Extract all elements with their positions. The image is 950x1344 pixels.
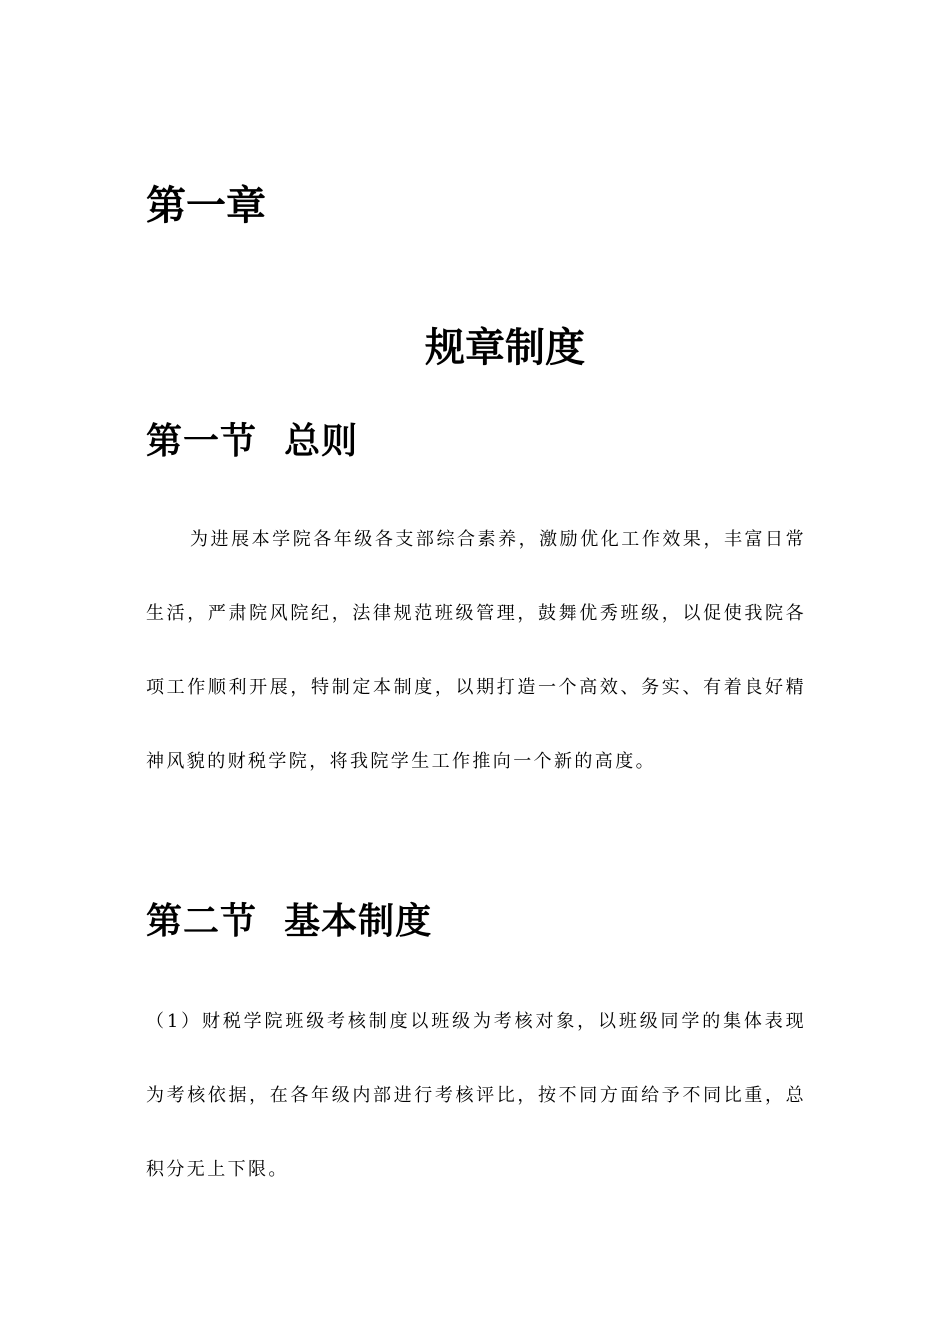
section-heading-basic-rules: 第二节 基本制度 xyxy=(146,900,433,942)
general-paragraph: 为进展本学院各年级各支部综合素养，激励优化工作效果，丰富日常生活，严肃院风院纪，法律规范班级管理，鼓舞优秀班级，以促使我院各项工作顺利开展，特制定本制度，以期打造一个高效、务实、有着良好精神风貌的财税学院，将我院学生工作推向一个新的高度。 xyxy=(146,529,806,772)
document-title: 规章制度 xyxy=(425,324,585,371)
chapter-heading: 第一章 xyxy=(146,182,266,229)
section-heading-general: 第一节 总则 xyxy=(146,420,359,462)
basic-rules-paragraph: （1）财税学院班级考核制度以班级为考核对象，以班级同学的集体表现为考核依据，在各年级内部进行考核评比，按不同方面给予不同比重，总积分无上下限。 xyxy=(146,1011,806,1180)
